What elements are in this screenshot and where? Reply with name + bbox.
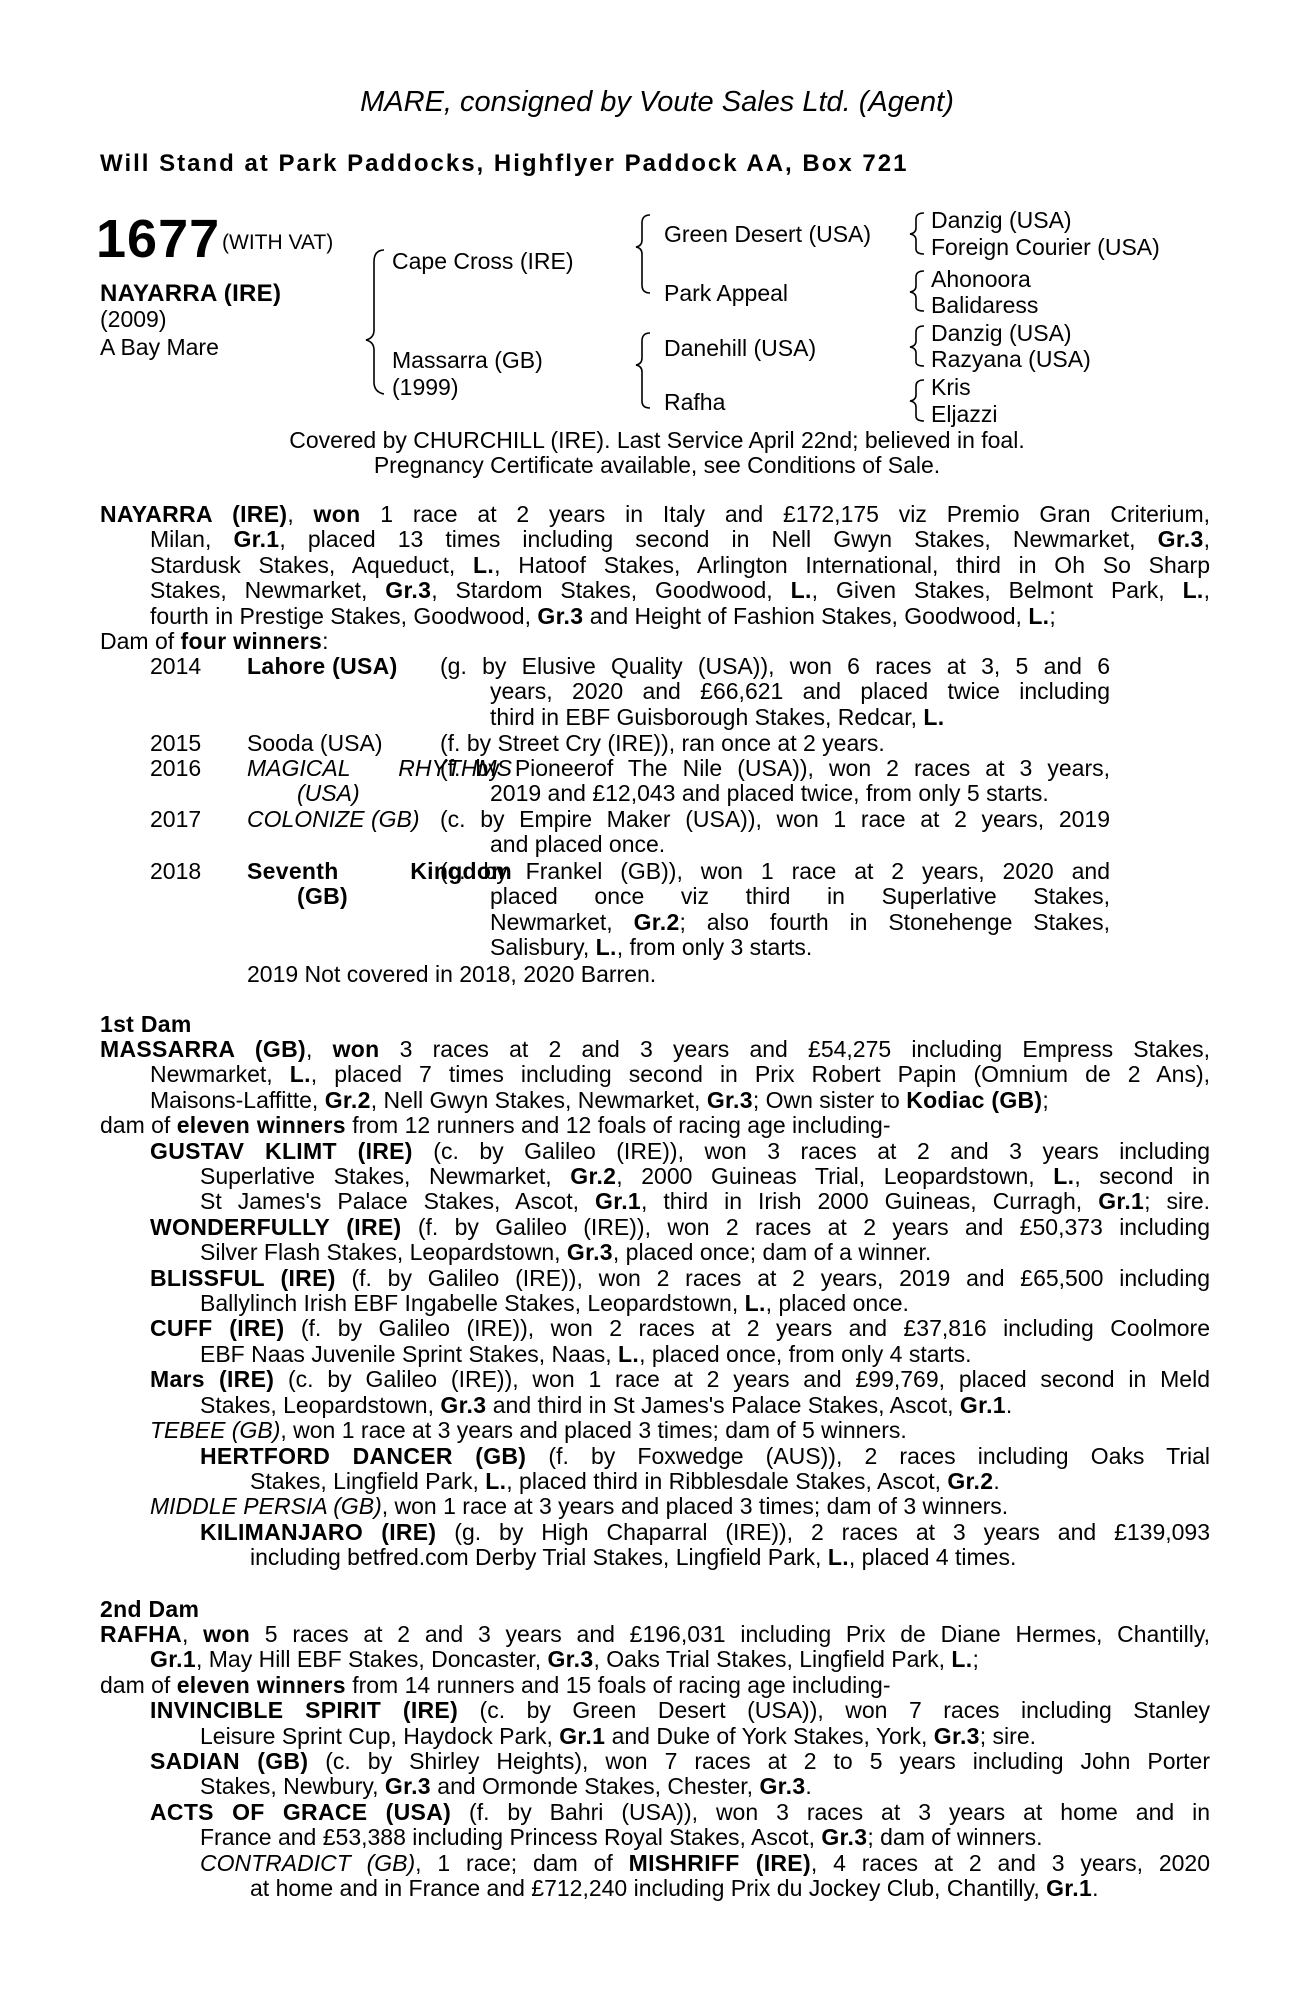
text: Ballylinch Irish EBF Ingabelle Stakes, Leopardstown, [200,1290,745,1317]
pedigree-braces [0,0,1314,440]
sire-sire-sire: Danzig (USA) [931,207,1072,233]
text: Gr.2 [570,1163,617,1190]
text: at home and in France and £712,240 including Prix du Jockey Club, Chantilly, [250,1875,1047,1902]
dam-sire-dam: Razyana (USA) [931,346,1091,372]
dam-dam: Rafha [664,389,726,415]
text: , placed 7 times including second in Prix Robert Papin (Omnium de 2 Ans), [310,1061,1210,1088]
text: EBF Naas Juvenile Sprint Stakes, Naas, [200,1340,619,1367]
text: . [1005,1391,1013,1418]
text: Superlative Stakes, Newmarket, [200,1163,571,1190]
text: TEBEE (GB) [150,1417,281,1444]
text: . [993,1467,1000,1494]
text: Gr.3 [821,1824,868,1851]
progeny-year: 2018 [150,858,202,884]
text: L. [618,1340,640,1367]
text: Gr.3 [537,602,584,629]
text: ; [1049,602,1056,629]
progeny-name: Sooda (USA) [247,730,383,756]
text: from 14 runners and 15 foals of racing age including- [345,1671,891,1698]
text: (f. by Pioneerof The Nile (USA)), won 2 races at 3 years, [440,755,1110,781]
text: L. [595,934,617,961]
text: , placed 4 times. [848,1544,1017,1571]
text: SADIAN (GB) [150,1748,309,1775]
text: Dam of [100,628,181,655]
text: dam of [100,1671,177,1698]
text: MASSARRA (GB) [100,1036,306,1062]
text: L. [485,1467,507,1494]
text: L. [827,1544,849,1571]
text: Gr.1 [1098,1188,1145,1215]
text: Gr.1 [150,1646,196,1673]
text: Gr.3 [385,577,432,604]
text: : [322,628,329,655]
text: , [1203,577,1210,604]
text: Gr.3 [566,1239,613,1266]
text: L. [1182,577,1204,604]
progeny-name: MAGICAL RHYTHMS [247,755,512,781]
text: L. [289,1061,311,1088]
progeny-year: 2014 [150,653,202,679]
text: Gr.1 [1046,1875,1093,1902]
vat-label: (WITH VAT) [222,231,334,254]
text: (f. by Foxwedge (AUS)), 2 races including Oaks Trial [526,1442,1210,1469]
text: 3 races at 2 and 3 years and £54,275 including Empress Stakes, [379,1036,1211,1062]
text: L. [1028,602,1050,629]
text: Gr.3 [706,1086,753,1113]
text: Gr.3 [440,1391,487,1418]
sire-dam-dam: Balidaress [931,292,1039,318]
text: eleven winners [176,1671,346,1698]
sire-dam: Park Appeal [664,280,789,306]
text: , May Hill EBF Stakes, Doncaster, [195,1646,548,1673]
progeny-name-suffix: (USA) [297,780,360,806]
text: . [1092,1875,1099,1902]
text: , Given Stakes, Belmont Park, [811,577,1183,604]
text: France and £53,388 including Princess Royal Stakes, Ascot, [200,1824,822,1851]
text: Gr.2 [324,1086,371,1113]
text: from 12 runners and 12 foals of racing age including- [345,1112,891,1139]
text: Salisbury, [490,934,596,961]
text: ; sire. [1144,1188,1210,1215]
horse-description: A Bay Mare [100,334,219,360]
text: , Nell Gwyn Stakes, Newmarket, [370,1086,707,1113]
text: MISHRIFF (IRE) [628,1849,811,1876]
text: Newmarket, [150,1061,290,1088]
first-dam-heading: 1st Dam [100,1011,192,1037]
text: ; also fourth in Stonehenge Stakes, [679,908,1110,935]
text: Stakes, Leopardstown, [200,1391,441,1418]
text: BLISSFUL (IRE) [150,1264,336,1291]
text: Leisure Sprint Cup, Haydock Park, [200,1722,560,1749]
text: and Ormonde Stakes, Chester, [430,1773,760,1800]
text: L. [1053,1163,1075,1190]
text: (f. by Galileo (IRE)), won 2 races at 2 years, 2019 and £65,500 including [335,1264,1210,1291]
text: CONTRADICT (GB) [200,1849,416,1876]
covered-note: Covered by CHURCHILL (IRE). Last Service April 22nd; believed in foal. [289,427,1025,453]
second-dam-heading: 2nd Dam [100,1596,200,1622]
text: , [305,1036,333,1062]
text: Gr.1 [959,1391,1006,1418]
text: L. [790,577,812,604]
text: , 2000 Guineas Trial, Leopardstown, [616,1163,1054,1190]
text: L. [951,1646,973,1673]
text: St James's Palace Stakes, Ascot, [200,1188,596,1215]
text: INVINCIBLE SPIRIT (IRE) [150,1697,459,1724]
text: , Stardom Stakes, Goodwood, [431,577,791,604]
text: (f. by Galileo (IRE)), won 2 races at 2 years and £37,816 including Coolmore [284,1315,1210,1342]
text: Gr.2 [633,908,680,935]
text: L. [744,1290,766,1317]
mare-race-record [100,502,1210,654]
text: ; sire. [979,1722,1036,1749]
mare-name: NAYARRA (IRE) [100,501,288,527]
progeny-name: COLONIZE (GB) [247,806,420,832]
text: Gr.1 [595,1188,641,1215]
dam-sire-sire: Danzig (USA) [931,320,1072,346]
sire-dam-sire: Ahonoora [931,266,1031,292]
pregnancy-note: Pregnancy Certificate available, see Conditions of Sale. [373,452,941,478]
text: ; dam of winners. [867,1824,1043,1851]
text: CUFF (IRE) [150,1315,285,1342]
text: third in EBF Guisborough Stakes, Redcar, [490,703,924,730]
text: (c. by Galileo (IRE)), won 3 races at 2 and 3 years including [412,1137,1210,1164]
sire-sire: Green Desert (USA) [664,221,872,247]
progeny-name-suffix: (GB) [297,883,349,909]
dam-sire: Danehill (USA) [664,335,817,361]
progeny-year: 2016 [150,755,202,781]
text: , placed once, from only 4 starts. [639,1340,972,1367]
first-dam-record [100,1037,1210,1571]
text: , placed once. [765,1290,909,1317]
text: 2019 and £12,043 and placed twice, from only 5 starts. [490,780,1049,807]
progeny-name: Lahore (USA) [247,653,398,679]
text: (g. by High Chaparral (IRE)), 2 races at 3 years and £139,093 [436,1518,1210,1545]
cover-status-note: 2019 Not covered in 2018, 2020 Barren. [247,961,657,987]
foal-year: (2009) [100,306,167,332]
text: won [332,1036,380,1062]
text: Gr.3 [1157,526,1204,553]
text: won [313,501,361,527]
text: GUSTAV KLIMT (IRE) [150,1137,413,1164]
text: 1 race at 2 years in Italy and £172,175 viz Premio Gran Criterium, [360,501,1211,527]
text: , [287,501,314,527]
text: eleven winners [176,1112,346,1139]
text: HERTFORD DANCER (GB) [200,1442,527,1469]
text: Silver Flash Stakes, Leopardstown, [200,1239,567,1266]
text: Stardusk Stakes, Aqueduct, [150,551,474,578]
sire-sire-dam: Foreign Courier (USA) [931,234,1160,260]
text: MIDDLE PERSIA (GB) [150,1493,382,1520]
sire: Cape Cross (IRE) [392,248,574,274]
text: ; Own sister to [752,1086,907,1113]
dam-dam-sire: Kris [931,374,971,400]
text: L. [923,703,945,730]
text: Gr.3 [933,1722,980,1749]
text: , placed third in Ribblesdale Stakes, Ascot, [506,1467,948,1494]
text: Milan, [150,526,234,553]
text: Gr.2 [947,1467,994,1494]
text: Stakes, Newmarket, [150,577,386,604]
text: (f. by Bahri (USA)), won 3 races at 3 years at home and in [451,1798,1211,1825]
text: Mars (IRE) [150,1366,275,1393]
text: (f. by Galileo (IRE)), won 2 races at 2 years and £50,373 including [401,1213,1210,1240]
text: placed once viz third in Superlative Stakes, [490,883,1110,910]
text: and Duke of York Stakes, York, [605,1722,934,1749]
progeny-name: Seventh Kingdom [247,858,512,884]
lot-number: 1677 [96,209,221,269]
text: Newmarket, [490,908,634,935]
text: WONDERFULLY (IRE) [150,1213,402,1240]
text: (c. by Shirley Heights), won 7 races at 2 to 5 years including John Porter [308,1748,1210,1775]
text: , placed once; dam of a winner. [612,1239,932,1266]
text: Gr.3 [547,1646,594,1673]
page-title: MARE, consigned by Voute Sales Ltd. (Agent) [360,86,954,118]
text: , [182,1621,204,1647]
text: Maisons-Laffitte, [150,1086,325,1113]
text: years, 2020 and £66,621 and placed twice including [490,678,1110,705]
text: (f. by Street Cry (IRE)), ran once at 2 years. [440,730,885,756]
text: , won 1 race at 3 years and placed 3 times; dam of 3 winners. [381,1493,1009,1520]
horse-name: NAYARRA (IRE) [100,280,282,307]
text: , placed 13 times including second in Nell Gwyn Stakes, Newmarket, [279,526,1158,553]
text: , 1 race; dam of [415,1849,629,1876]
text: , Oaks Trial Stakes, Lingfield Park, [593,1646,952,1673]
dam-year: (1999) [392,374,459,400]
text: , [1203,526,1210,553]
text: , 4 races at 2 and 3 years, 2020 [810,1849,1210,1876]
text: RAFHA [100,1621,182,1647]
text: , Hatoof Stakes, Arlington International, third in Oh So Sharp [494,551,1210,578]
text: , won 1 race at 3 years and placed 3 times; dam of 5 winners. [280,1417,907,1444]
text: including betfred.com Derby Trial Stakes, Lingfield Park, [250,1544,828,1571]
progeny-year: 2017 [150,806,202,832]
text: Gr.3 [759,1773,806,1800]
text: and Height of Fashion Stakes, Goodwood, [583,602,1029,629]
text: ; [972,1646,979,1673]
text: (g. by Elusive Quality (USA)), won 6 races at 3, 5 and 6 [440,653,1110,679]
text: (c. by Galileo (IRE)), won 1 race at 2 years and £99,769, placed second in Meld [274,1366,1210,1393]
text: ; [1042,1086,1049,1113]
second-dam-record [100,1622,1210,1901]
text: won [203,1621,251,1647]
text: and third in St James's Palace Stakes, Ascot, [486,1391,960,1418]
text: . [805,1773,812,1800]
text: 5 races at 2 and 3 years and £196,031 including Prix de Diane Hermes, Chantilly, [250,1621,1211,1647]
text: , from only 3 starts. [616,934,813,961]
text: Gr.1 [233,526,280,553]
progeny-year: 2015 [150,730,202,756]
text: Stakes, Lingfield Park, [250,1467,486,1494]
text: Gr.1 [559,1722,606,1749]
text: , third in Irish 2000 Guineas, Curragh, [641,1188,1099,1215]
dam: Massarra (GB) [392,347,543,373]
text: Kodiac (GB) [906,1086,1043,1113]
dam-dam-dam: Eljazzi [931,401,998,427]
text: (c. by Frankel (GB)), won 1 race at 2 years, 2020 and [440,858,1110,884]
text: fourth in Prestige Stakes, Goodwood, [150,602,538,629]
text: , second in [1074,1163,1210,1190]
text: and placed once. [490,831,666,858]
text: (c. by Green Desert (USA)), won 7 races including Stanley [458,1697,1211,1724]
text: Stakes, Newbury, [200,1773,385,1800]
text: L. [473,551,495,578]
text: four winners [180,628,323,655]
stand-location: Will Stand at Park Paddocks, Highflyer Paddock AA, Box 721 [100,150,909,177]
text: ACTS OF GRACE (USA) [150,1798,452,1825]
text: Gr.3 [384,1773,431,1800]
text: (c. by Empire Maker (USA)), won 1 race at 2 years, 2019 [440,806,1110,832]
text: KILIMANJARO (IRE) [200,1518,437,1545]
text: dam of [100,1112,177,1139]
